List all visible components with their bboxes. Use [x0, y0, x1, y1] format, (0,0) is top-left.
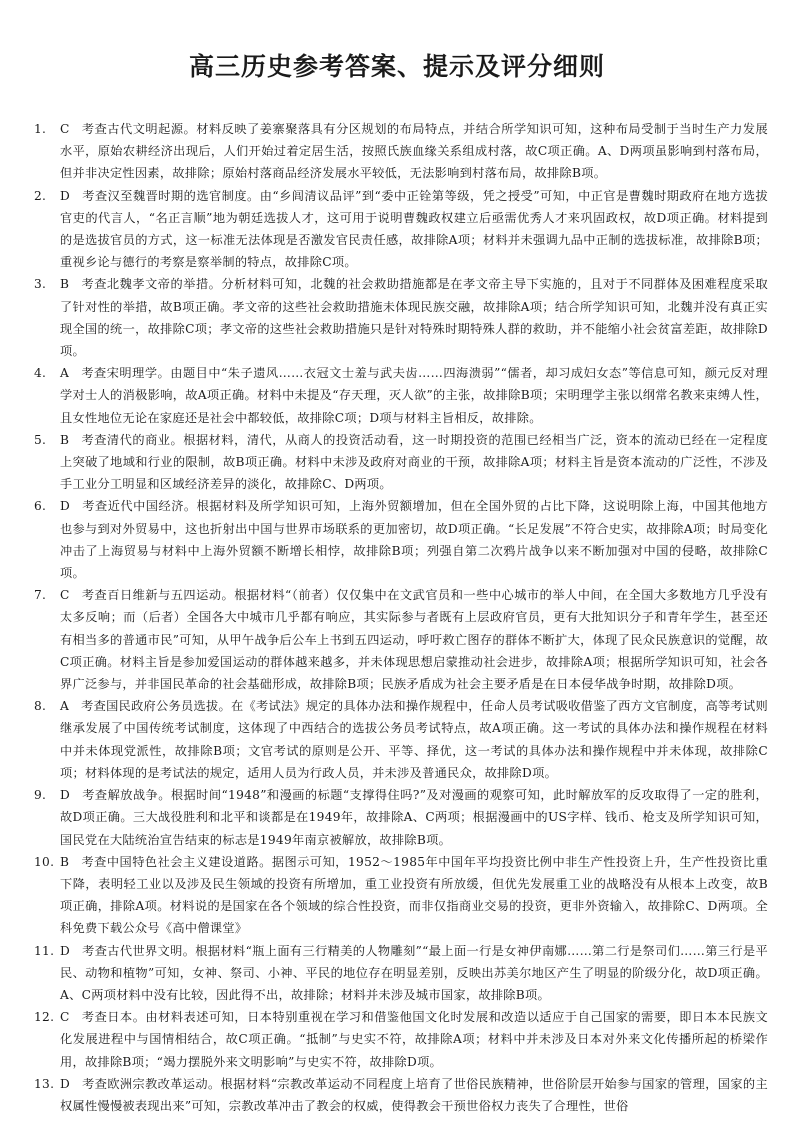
question-number: 10.	[34, 854, 55, 869]
answer-explanation: 考查北魏孝文帝的举措。分析材料可知，北魏的社会救助措施都是在孝文帝主导下实施的，且对于不同群体及困难程度采取了针对性的举措，故B项正确。孝文帝的这些社会救助措施未体现民族交融，故排除A项；结合所学知识可知，北魏并没有真正实现全国的统一，故排除C项；孝文帝的这些社会救助措施只是针对特殊时期特殊人群的救助，并不能缩小社会贫富差距，故排除D项。	[60, 277, 768, 359]
answer-item	[34, 695, 768, 784]
answer-letter: D	[60, 943, 71, 958]
answer-item	[34, 185, 768, 274]
answer-letter: A	[60, 366, 70, 381]
question-number: 6.	[34, 499, 47, 514]
answer-item	[34, 584, 768, 695]
answer-explanation: 考查宋明理学。由题目中“朱子遗风……衣冠文士羞与武夫齿……四海溃弱”“儒者，却习成妇女态”等信息可知，颜元反对理学对士人的消极影响，故A项正确。材料中未提及“存天理，灭人欲”的主张，故排除B项；宋明理学主张以纲常名教来束缚人性，且女性地位无论在家庭还是社会中都较低，故排除C项；D项与材料主旨相反，故排除。	[60, 366, 768, 425]
answer-explanation: 考查欧洲宗教改革运动。根据材料“宗教改革运动不同程度上培育了世俗民族精神，世俗阶层开始参与国家的管理，国家的主权属性慢慢被表现出来”可知，宗教改革冲击了教会的权威，使得教会干预世俗权力丧失了合理性，世俗	[60, 1076, 768, 1113]
answer-explanation: 考查古代文明起源。材料反映了姜寨聚落具有分区规划的布局特点，并结合所学知识可知，这种布局受制于当时生产力发展水平，原始农耕经济出现后，人们开始过着定居生活，按照氏族血缘关系组成村落，故C项正确。A、D两项虽影响到村落布局，但并非决定性因素，故排除；原始村落商品经济发展水平较低，无法影响到村落布局，故排除B项。	[60, 122, 768, 181]
answer-explanation: 考查百日维新与五四运动。根据材料“（前者）仅仅集中在文武官员和一些中心城市的举人中间，在全国大多数地方几乎没有太多反响；而（后者）全国各大中城市几乎都有响应，其实际参与者既有上层政府官员，更有大批知识分子和青年学生，甚至还有相当多的普通市民”可知，从甲午战争后公车上书到五四运动，呼吁救亡图存的群体不断扩大，体现了民众民族意识的觉醒，故C项正确。材料主旨是参加爱国运动的群体越来越多，并未体现思想启蒙推动社会进步，故排除A项；根据所学知识可知，社会各界广泛参与，并非国民革命的社会基础形成，故排除B项；民族矛盾成为社会主要矛盾是在日本侵华战争时期，故排除D项。	[60, 588, 768, 692]
page-title: 高三历史参考答案、提示及评分细则	[188, 52, 605, 81]
answer-explanation: 考查解放战争。根据时间“1948”和漫画的标题“支撑得住吗?”及对漫画的观察可知，此时解放军的反攻取得了一定的胜利，故D项正确。三大战役胜利和北平和谈都是在1949年，故排除A、C两项；根据漫画中的US字样、钱币、枪支及所学知识可知，国民党在大陆统治宣告结束的标志是1949年南京被解放，故排除B项。	[60, 788, 768, 847]
question-number: 2.	[34, 188, 47, 203]
question-number: 9.	[34, 788, 47, 803]
answer-item	[34, 273, 768, 362]
answer-item	[34, 940, 768, 1007]
answer-letter: C	[60, 588, 70, 603]
question-number: 11.	[34, 943, 55, 958]
answer-explanation: 考查汉至魏晋时期的选官制度。由“乡闾清议品评”到“委中正铨第等级，凭之授受”可知，中正官是曹魏时期政府在地方选拔官吏的代言人，“名正言顺”地为朝廷选拔人才，这可用于说明曹魏政权建立后亟需优秀人才来巩固政权，故D项正确。材料提到的是选拔官员的方式，这一标准无法体现是否激发官民责任感，故排除A项；材料并未强调九品中正制的选拔标准，故排除B项；重视乡论与德行的考察是察举制的特点，故排除C项。	[60, 188, 768, 270]
answer-letter: B	[60, 432, 70, 447]
answer-item	[34, 1073, 768, 1117]
answer-explanation: 考查近代中国经济。根据材料及所学知识可知，上海外贸额增加，但在全国外贸的占比下降，这说明除上海，中国其他地方也参与到对外贸易中，这也折射出中国与世界市场联系的更加密切，故D项正确。“长足发展”不符合史实，故排除A项；时局变化冲击了上海贸易与材料中上海外贸额不断增长相悖，故排除B项；列强自第二次鸦片战争以来不断加强对中国的侵略，故排除C项。	[60, 499, 768, 581]
question-number: 8.	[34, 699, 47, 714]
question-number: 7.	[34, 588, 47, 603]
question-number: 1.	[34, 122, 47, 136]
answer-explanation: 考查国民政府公务员选拔。在《考试法》规定的具体办法和操作规程中，任命人员考试吸收借鉴了西方文官制度，高等考试则继承发展了中国传统考试制度，这体现了中西结合的选拔公务员考试特点，故A项正确。这一考试的具体办法和操作规程在材料中并未体现党派性，故排除B项；文官考试的原则是公开、平等、择优，这一考试的具体办法和操作规程中并未体现，故排除C项；材料体现的是考试法的规定，适用人员为行政人员，并未涉及普通民众，故排除D项。	[60, 699, 768, 780]
answer-letter: C	[60, 1010, 70, 1025]
answer-item	[34, 784, 768, 851]
answer-letter: B	[60, 854, 70, 869]
answer-explanation: 考查中国特色社会主义建设道路。据图示可知，1952～1985年中国年平均投资比例中非生产性投资上升，生产性投资比重下降，表明轻工业以及涉及民生领域的投资有所增加，重工业投资有所放缓，但优先发展重工业的战略没有从根本上改变，故B项正确，排除A项。材料说的是国家在各个领域的综合性投资，而非仅指商业交易的投资，更非外资输入，故排除C、D两项。全科免费下载公众号《高中僧课堂》	[60, 854, 768, 936]
answer-list	[34, 118, 768, 1117]
answer-letter: B	[60, 277, 70, 292]
answer-letter: D	[60, 188, 71, 203]
answer-letter: A	[60, 699, 70, 714]
answer-item	[34, 851, 768, 940]
answer-item	[34, 362, 768, 429]
answer-letter: D	[60, 788, 71, 803]
answer-letter: C	[60, 122, 70, 136]
answer-explanation: 考查清代的商业。根据材料，清代，从商人的投资活动看，这一时期投资的范围已经相当广泛，资本的流动已经在一定程度上突破了地域和行业的限制，故B项正确。材料中未涉及政府对商业的干预，故排除A项；材料主旨是资本流动的广泛性，不涉及手工业分工明显和区域经济差异的淡化，故排除C、D两项。	[60, 432, 768, 492]
question-number: 5.	[34, 432, 47, 447]
answer-letter: D	[60, 499, 71, 514]
question-number: 12.	[34, 1010, 55, 1025]
question-number: 4.	[34, 366, 47, 381]
answer-item	[34, 118, 768, 185]
question-number: 13.	[34, 1076, 55, 1091]
answer-explanation: 考查古代世界文明。根据材料“瓶上面有三行精美的人物雕刻”“最上面一行是女神伊南娜……第二行是祭司们……第三行是平民、动物和植物”可知，女神、祭司、小神、平民的地位存在明显差别，反映出苏美尔地区产生了明显的阶级分化，故D项正确。A、C两项材料中没有比较，因此得不出，故排除；材料并未涉及城市国家，故排除B项。	[60, 943, 768, 1002]
question-number: 3.	[34, 277, 47, 292]
answer-explanation: 考查日本。由材料表述可知，日本特别重视在学习和借鉴他国文化时发展和改造以适应于自己国家的需要，即日本本民族文化发展进程中与国情相结合，故C项正确。“抵制”与史实不符，故排除A项；材料中并未涉及日本对外来文化传播所起的桥梁作用，故排除B项；“竭力摆脱外来文明影响”与史实不符，故排除D项。	[60, 1010, 768, 1069]
answer-item	[34, 1006, 768, 1073]
answer-item	[34, 495, 768, 584]
answer-item	[34, 429, 768, 496]
answer-letter: D	[60, 1076, 71, 1091]
